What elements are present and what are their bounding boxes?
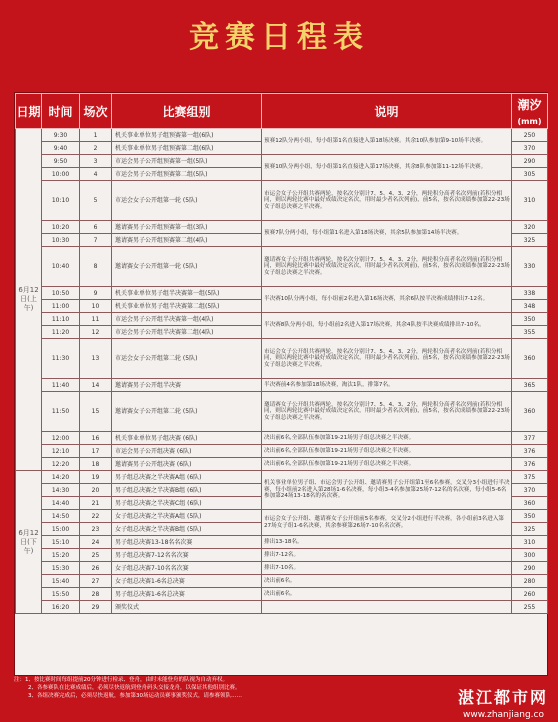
note-cell: 决出前6名。 [262,588,512,601]
tide-cell: 338 [512,287,548,300]
time-cell: 15:10 [42,536,80,549]
table-row [16,588,548,601]
table-row [16,392,548,432]
group-cell: 机关事业单位男子组决赛 (6队) [112,432,262,445]
time-cell: 10:50 [42,287,80,300]
group-cell: 女子组总决赛之半决赛A组 (5队) [112,510,262,523]
group-cell: 市运会男子公开组决赛 (6队) [112,445,262,458]
group-cell: 男子组总决赛之半决赛C组 (6队) [112,497,262,510]
table-row [16,575,548,588]
round-cell: 22 [80,510,112,523]
note-cell: 预赛7队分两小组，每小组第1名进入第18场决赛，其余5队参加第14场半决赛。 [262,221,512,247]
group-cell: 邀请赛男子公开组预赛第二组(4队) [112,234,262,247]
note-cell: 决出前6名,全部队伍参加第19-21场男子组总决赛之半决赛。 [262,445,512,458]
tide-cell: 350 [512,313,548,326]
tide-cell: 310 [512,181,548,221]
table-row [16,432,548,445]
tide-cell: 348 [512,300,548,313]
group-cell: 女子组总决赛7-10名名次赛 [112,562,262,575]
footnote: 3、各组决赛完成后，必须尽快返航，参加第30场运动员赛事颁奖仪式，请参赛领队…… [28,693,243,699]
time-cell: 10:10 [42,181,80,221]
note-cell: 决出前6名,全部队伍参加第19-21场男子组总决赛之半决赛。 [262,432,512,445]
page-title: 竞赛日程表 [189,20,369,55]
tide-cell: 376 [512,445,548,458]
time-cell: 15:40 [42,575,80,588]
time-cell: 11:50 [42,392,80,432]
tide-cell: 310 [512,536,548,549]
footnote: 2、各参赛队在比赛成绩后，必须尽快返航到登舟码头交接龙舟，以保证其他组别比赛。 [28,685,241,691]
table-row [16,471,548,484]
note-cell: 预赛12队分两小组，每小组第1名直接进入第18场决赛。其余10队参加第9-10场半决赛。 [262,129,512,155]
time-cell: 9:50 [42,155,80,168]
time-cell: 11:40 [42,379,80,392]
table-header-row [16,94,548,129]
watermark-url: www.zhanjiang.co [462,710,544,720]
group-cell: 邀请赛女子公开组第一轮 (5队) [112,247,262,287]
time-cell: 15:30 [42,562,80,575]
group-cell: 男子组总决赛之半决赛A组 (6队) [112,471,262,484]
tide-cell: 320 [512,221,548,234]
note-cell [262,601,512,614]
round-cell: 1 [80,129,112,142]
group-cell: 机关事业单位男子组半决赛第一组(5队) [112,287,262,300]
group-cell: 市运会男子公开组预赛第二组(5队) [112,168,262,181]
round-cell: 20 [80,484,112,497]
round-cell: 13 [80,339,112,379]
time-cell: 9:40 [42,142,80,155]
round-cell: 4 [80,168,112,181]
table-row [16,536,548,549]
group-cell: 市运会男子公开组预赛第一组(5队) [112,155,262,168]
note-cell: 半决赛10队分两小组，每小组前2名进入第16场决赛，其余6队按半决赛成绩排出7-12名。 [262,287,512,313]
group-cell: 邀请赛男子公开组预赛第一组(3队) [112,221,262,234]
tide-cell: 350 [512,510,548,523]
tide-cell: 300 [512,549,548,562]
time-cell: 10:20 [42,221,80,234]
tide-cell: 255 [512,601,548,614]
tide-cell: 325 [512,523,548,536]
tide-cell: 360 [512,392,548,432]
note-cell: 半决赛8队分两小组，每小组前2名进入第17场决赛，其余4队按半决赛成绩排出7-10名。 [262,313,512,339]
group-cell: 市运会男子公开组半决赛第二组(4队) [112,326,262,339]
table-row [16,155,548,168]
schedule-sheet [14,92,548,676]
round-cell: 23 [80,523,112,536]
time-cell: 14:50 [42,510,80,523]
time-cell: 10:00 [42,168,80,181]
note-cell: 市运会女子公开组共赛两轮，按名次分别计7、5、4、3、2分，两轮积分高者名次列前(若积分相同，则以两轮比赛中最好成绩决定名次，用时最少者名次列前)，前5名，按名次成绩参加第22-23场女子组总决赛之半决赛。 [262,339,512,379]
round-cell: 27 [80,575,112,588]
round-cell: 17 [80,445,112,458]
group-cell: 邀请赛男子公开组决赛 (6队) [112,458,262,471]
time-cell: 12:20 [42,458,80,471]
header-date: 日期 [16,94,42,129]
table-row [16,313,548,326]
group-cell: 机关事业单位男子组预赛第二组(6队) [112,142,262,155]
note-cell: 决出前6名。 [262,575,512,588]
note-cell: 邀请赛女子公开组共赛两轮，按名次分别计7、5、4、3、2分，两轮积分高者名次列前(若积分相同，则以两轮比赛中最好成绩决定名次，用时最少者名次列前)，前5名，按名次成绩参加第22-23场女子组总决赛之半决赛。 [262,247,512,287]
note-cell: 决出前6名,全部队伍参加第19-21场男子组总决赛之半决赛。 [262,458,512,471]
round-cell: 3 [80,155,112,168]
table-row [16,445,548,458]
note-cell: 市运会女子公开组共赛两轮，按名次分别计7、5、4、3、2分，两轮积分高者名次列前(若积分相同，则以两轮比赛中最好成绩决定名次，用时最少者名次列前)，前5名，按名次成绩参加第22-23场女子组总决赛之半决赛。 [262,181,512,221]
round-cell: 18 [80,458,112,471]
tide-cell: 375 [512,471,548,484]
round-cell: 19 [80,471,112,484]
tide-cell: 355 [512,326,548,339]
time-cell: 10:30 [42,234,80,247]
time-cell: 11:20 [42,326,80,339]
round-cell: 29 [80,601,112,614]
tide-cell: 377 [512,432,548,445]
time-cell: 15:00 [42,523,80,536]
time-cell: 11:30 [42,339,80,379]
schedule-table [15,93,548,614]
round-cell: 5 [80,181,112,221]
round-cell: 14 [80,379,112,392]
tide-cell: 260 [512,588,548,601]
table-row [16,601,548,614]
round-cell: 11 [80,313,112,326]
table-row [16,379,548,392]
time-cell: 9:30 [42,129,80,142]
table-row [16,510,548,523]
round-cell: 7 [80,234,112,247]
tide-cell: 365 [512,379,548,392]
round-cell: 2 [80,142,112,155]
table-row [16,287,548,300]
round-cell: 9 [80,287,112,300]
tide-cell: 370 [512,484,548,497]
header-group: 比赛组别 [112,94,262,129]
note-cell: 排出7-10名。 [262,562,512,575]
group-cell: 女子组总决赛之半决赛B组 (5队) [112,523,262,536]
header-round: 场次 [80,94,112,129]
tide-cell: 305 [512,168,548,181]
tide-cell: 290 [512,562,548,575]
table-row [16,181,548,221]
note-cell: 邀请赛女子公开组共赛两轮，按名次分别计7、5、4、3、2分，两轮积分高者名次列前(若积分相同，则以两轮比赛中最好成绩决定名次，用时最少者名次列前)，前5名，按名次成绩参加第22-23场女子组总决赛之半决赛。 [262,392,512,432]
time-cell: 14:40 [42,497,80,510]
time-cell: 14:20 [42,471,80,484]
tide-cell: 360 [512,339,548,379]
note-cell: 市运会女子公开组、邀请赛女子公开组前5名参赛，交叉分2小组进行半决赛，各小组前3名进入第27场女子组1-6名决赛，其余参赛第26场7-10名名次赛。 [262,510,512,536]
group-cell: 颁奖仪式 [112,601,262,614]
round-cell: 15 [80,392,112,432]
date-cell-pm: 6月12日(下午) [16,471,42,614]
table-row [16,458,548,471]
table-row [16,549,548,562]
group-cell: 邀请赛女子公开组第二轮 (5队) [112,392,262,432]
round-cell: 21 [80,497,112,510]
tide-cell: 370 [512,142,548,155]
group-cell: 市运会男子公开组半决赛第一组(4队) [112,313,262,326]
round-cell: 12 [80,326,112,339]
footnote: 注：1、按比赛时间每组提前20分钟进行检录、登舟，由时未能登舟的队视为自动弃权。 [14,677,229,683]
time-cell: 16:20 [42,601,80,614]
group-cell: 机关事业单位男子组半决赛第二组(5队) [112,300,262,313]
watermark: 湛江都市网 [457,688,548,707]
tide-cell: 250 [512,129,548,142]
time-cell: 15:50 [42,588,80,601]
time-cell: 12:00 [42,432,80,445]
group-cell: 女子组总决赛1-6名总决赛 [112,575,262,588]
table-row [16,562,548,575]
table-row [16,129,548,142]
table-row [16,247,548,287]
round-cell: 10 [80,300,112,313]
round-cell: 25 [80,549,112,562]
round-cell: 16 [80,432,112,445]
time-cell: 11:00 [42,300,80,313]
note-cell: 机关事业单位男子组、市运会男子公开组、邀请赛男子公开组第1至6名参赛，交叉分3小组进行半决赛，每小组前2名进入第28场1-6名决赛，每小组3-4名参加第25场7-12名的名次赛，每小组5-6名参加第24场13-18名的名次赛。 [262,471,512,510]
group-cell: 邀请赛男子公开组半决赛 [112,379,262,392]
time-cell: 15:20 [42,549,80,562]
table-row [16,339,548,379]
group-cell: 市运会女子公开组第二轮 (5队) [112,339,262,379]
group-cell: 市运会女子公开组第一轮 (5队) [112,181,262,221]
date-cell-am: 6月12日(上午) [16,129,42,471]
round-cell: 26 [80,562,112,575]
round-cell: 6 [80,221,112,234]
round-cell: 8 [80,247,112,287]
note-cell: 半决赛前4名参加第18场决赛，淘汰1队，排第7名。 [262,379,512,392]
round-cell: 28 [80,588,112,601]
group-cell: 男子组总决赛1-6名总决赛 [112,588,262,601]
time-cell: 12:10 [42,445,80,458]
group-cell: 男子组总决赛之半决赛B组 (6队) [112,484,262,497]
note-cell: 排出13-18名。 [262,536,512,549]
group-cell: 机关事业单位男子组预赛第一组(6队) [112,129,262,142]
time-cell: 11:10 [42,313,80,326]
tide-cell: 360 [512,497,548,510]
tide-cell: 280 [512,575,548,588]
tide-cell: 330 [512,247,548,287]
header-tide: 潮汐 (mm) [512,94,548,129]
round-cell: 24 [80,536,112,549]
tide-cell: 325 [512,234,548,247]
header-note: 说明 [262,94,512,129]
note-cell: 排出7-12名。 [262,549,512,562]
time-cell: 14:30 [42,484,80,497]
group-cell: 男子组总决赛7-12名名次赛 [112,549,262,562]
table-row [16,221,548,234]
tide-cell: 376 [512,458,548,471]
tide-cell: 290 [512,155,548,168]
header-time: 时间 [42,94,80,129]
note-cell: 预赛10队分两小组，每小组第1名直接进入第17场决赛，其余8队参加第11-12场半决赛。 [262,155,512,181]
time-cell: 10:40 [42,247,80,287]
group-cell: 男子组总决赛13-18名名次赛 [112,536,262,549]
